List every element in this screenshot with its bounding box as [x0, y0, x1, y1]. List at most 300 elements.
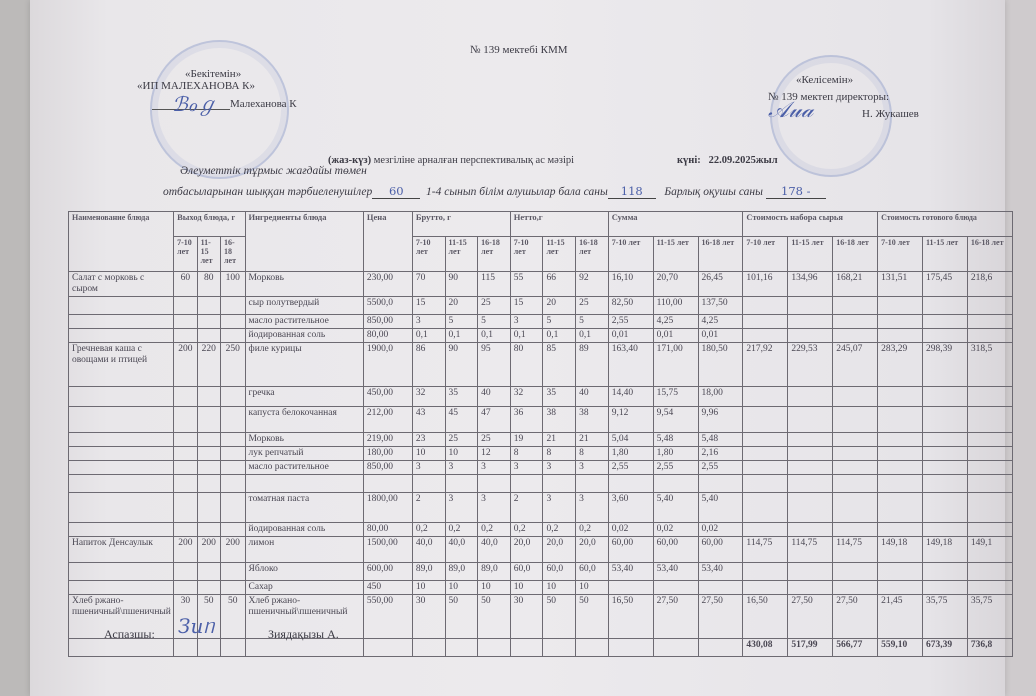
raw-cost-cell — [743, 460, 788, 474]
table-row — [69, 522, 1013, 536]
output-cell — [197, 386, 220, 406]
gross-cell: 25 — [478, 296, 511, 314]
director-signature: 𝒜𝓊𝒶 — [768, 98, 814, 123]
ingredient-cell: йодированная соль — [245, 328, 363, 342]
gross-cell: 43 — [412, 406, 445, 432]
output-cell — [221, 492, 246, 522]
net-cell: 8 — [543, 446, 576, 460]
raw-cost-cell — [788, 296, 833, 314]
price-cell — [363, 474, 412, 492]
raw-cost-cell — [833, 386, 878, 406]
price-cell: 600,00 — [363, 562, 412, 580]
ready-cost-cell — [878, 474, 923, 492]
raw-cost-cell: 229,53 — [788, 342, 833, 386]
table-row — [69, 272, 1013, 297]
empty-cell — [543, 638, 576, 656]
ready-cost-cell — [967, 522, 1012, 536]
sum-cell: 20,70 — [653, 272, 698, 297]
gross-cell: 25 — [478, 432, 511, 446]
gross-cell: 50 — [478, 594, 511, 638]
price-cell: 180,00 — [363, 446, 412, 460]
table-row — [69, 492, 1013, 522]
sum-cell: 14,40 — [608, 386, 653, 406]
ready-cost-cell — [967, 314, 1012, 328]
ready-cost-cell: 218,6 — [967, 272, 1012, 297]
table-row — [69, 406, 1013, 432]
header-age-group: 11-15 лет — [653, 237, 698, 272]
gross-cell: 40,0 — [445, 536, 478, 562]
table-row — [69, 296, 1013, 314]
empty-cell — [412, 638, 445, 656]
ready-cost-cell — [923, 328, 968, 342]
ingredient-cell: йодированная соль — [245, 522, 363, 536]
gross-cell: 35 — [445, 386, 478, 406]
ready-cost-cell: 298,39 — [923, 342, 968, 386]
header-age-group: 16-18 лет — [478, 237, 511, 272]
net-cell: 38 — [543, 406, 576, 432]
ready-cost-cell — [878, 446, 923, 460]
raw-cost-cell: 27,50 — [788, 594, 833, 638]
sum-cell: 137,50 — [698, 296, 743, 314]
raw-cost-cell — [833, 328, 878, 342]
empty-cell — [197, 638, 220, 656]
header-age-group: 16-18 лет — [833, 237, 878, 272]
empty-cell — [698, 638, 743, 656]
raw-cost-cell: 168,21 — [833, 272, 878, 297]
output-cell — [221, 446, 246, 460]
ready-cost-cell: 21,45 — [878, 594, 923, 638]
output-cell — [197, 446, 220, 460]
net-cell: 10 — [576, 580, 609, 594]
raw-cost-cell — [833, 474, 878, 492]
header-age-group: 16-18 лет — [967, 237, 1012, 272]
output-cell — [174, 446, 197, 460]
ready-cost-cell — [878, 386, 923, 406]
output-cell — [221, 406, 246, 432]
raw-cost-cell — [788, 562, 833, 580]
output-cell — [174, 314, 197, 328]
net-cell: 60,0 — [576, 562, 609, 580]
background-left — [0, 0, 30, 696]
raw-cost-cell — [833, 460, 878, 474]
header-age-group: 7-10 лет — [878, 237, 923, 272]
header-dish-name: Наименование блюда — [69, 212, 174, 272]
header-age-group: 7-10 лет — [608, 237, 653, 272]
header-age-group: 16-18 лет — [698, 237, 743, 272]
raw-cost-cell — [788, 460, 833, 474]
header-age-group: 11-15 лет — [543, 237, 576, 272]
totals-row — [69, 638, 1013, 656]
sum-cell: 5,40 — [653, 492, 698, 522]
raw-cost-cell — [788, 446, 833, 460]
gross-cell: 20 — [445, 296, 478, 314]
sum-cell: 0,02 — [698, 522, 743, 536]
sum-cell: 163,40 — [608, 342, 653, 386]
sum-cell: 110,00 — [653, 296, 698, 314]
gross-cell: 5 — [445, 314, 478, 328]
header-age-group: 11-15 лет — [923, 237, 968, 272]
ready-cost-cell — [878, 296, 923, 314]
dish-name-cell — [69, 406, 174, 432]
ingredient-cell: лук репчатый — [245, 446, 363, 460]
net-cell: 55 — [510, 272, 543, 297]
header-age-group: 11-15 лет — [445, 237, 478, 272]
net-cell: 0,2 — [576, 522, 609, 536]
raw-cost-cell — [833, 522, 878, 536]
net-cell: 20 — [543, 296, 576, 314]
sum-cell: 27,50 — [653, 594, 698, 638]
dish-name-cell — [69, 580, 174, 594]
output-cell — [221, 296, 246, 314]
net-cell: 19 — [510, 432, 543, 446]
raw-cost-cell — [833, 406, 878, 432]
net-cell: 3 — [543, 492, 576, 522]
net-cell: 21 — [576, 432, 609, 446]
output-cell: 100 — [221, 272, 246, 297]
agreed-label: «Келісемін» — [796, 74, 854, 86]
table-row — [69, 342, 1013, 386]
approved-label: «Бекітемін» — [185, 68, 242, 80]
raw-cost-cell — [743, 314, 788, 328]
ingredient-cell: филе курицы — [245, 342, 363, 386]
net-cell: 5 — [576, 314, 609, 328]
ingredient-cell: Морковь — [245, 432, 363, 446]
price-cell: 450 — [363, 580, 412, 594]
header-gross: Брутто, г — [412, 212, 510, 237]
sum-cell: 1,80 — [608, 446, 653, 460]
table-row — [69, 536, 1013, 562]
raw-cost-cell — [743, 562, 788, 580]
category-line-2 — [163, 184, 826, 199]
price-cell: 550,00 — [363, 594, 412, 638]
gross-cell: 0,1 — [478, 328, 511, 342]
output-cell: 50 — [197, 594, 220, 638]
raw-cost-cell — [788, 328, 833, 342]
sum-cell: 2,55 — [653, 460, 698, 474]
sum-cell: 5,40 — [698, 492, 743, 522]
sum-cell: 0,01 — [698, 328, 743, 342]
net-cell: 0,1 — [576, 328, 609, 342]
gross-cell: 0,1 — [412, 328, 445, 342]
gross-cell: 2 — [412, 492, 445, 522]
net-cell: 21 — [543, 432, 576, 446]
ready-cost-cell — [967, 492, 1012, 522]
header-sum: Сумма — [608, 212, 743, 237]
ready-cost-cell — [878, 314, 923, 328]
ready-cost-cell: 149,18 — [878, 536, 923, 562]
ready-total-cell: 736,8 — [967, 638, 1012, 656]
net-cell: 30 — [510, 594, 543, 638]
sum-cell: 9,12 — [608, 406, 653, 432]
header-age-group: 7-10 лет — [174, 237, 197, 272]
price-cell: 219,00 — [363, 432, 412, 446]
ready-cost-cell — [923, 474, 968, 492]
ready-cost-cell — [878, 562, 923, 580]
ready-cost-cell — [967, 580, 1012, 594]
gross-cell: 3 — [445, 460, 478, 474]
ready-cost-cell — [923, 522, 968, 536]
menu-table — [68, 211, 1013, 657]
approved-org: «ИП МАЛЕХАНОВА К» — [137, 80, 255, 92]
empty-cell — [445, 638, 478, 656]
cook-signature: Зиᥒ — [178, 614, 215, 638]
header-age-group: 16-18 лет — [576, 237, 609, 272]
raw-cost-cell: 114,75 — [833, 536, 878, 562]
date-value: 22.09.2025жыл — [708, 155, 778, 166]
ready-cost-cell: 283,29 — [878, 342, 923, 386]
ready-cost-cell: 175,45 — [923, 272, 968, 297]
net-cell: 60,0 — [510, 562, 543, 580]
gross-cell: 3 — [412, 460, 445, 474]
output-cell — [174, 386, 197, 406]
ingredient-cell: Морковь — [245, 272, 363, 297]
sum-cell — [698, 474, 743, 492]
dish-name-cell — [69, 460, 174, 474]
net-cell: 85 — [543, 342, 576, 386]
ready-cost-cell — [878, 328, 923, 342]
net-cell: 66 — [543, 272, 576, 297]
raw-total-cell: 566,77 — [833, 638, 878, 656]
total-label: Барлық оқушы саны — [664, 186, 763, 198]
gross-cell: 45 — [445, 406, 478, 432]
output-cell — [197, 328, 220, 342]
raw-cost-cell — [788, 580, 833, 594]
output-cell — [174, 460, 197, 474]
net-cell: 20,0 — [543, 536, 576, 562]
net-cell: 8 — [576, 446, 609, 460]
sum-cell: 0,02 — [653, 522, 698, 536]
net-cell: 0,1 — [543, 328, 576, 342]
gross-cell — [478, 474, 511, 492]
cook-label: Аспазшы: — [104, 627, 155, 641]
table-row — [69, 314, 1013, 328]
header-output: Выход блюда, г — [174, 212, 245, 237]
gross-cell: 40,0 — [478, 536, 511, 562]
net-cell: 10 — [510, 580, 543, 594]
dish-name-cell — [69, 296, 174, 314]
output-cell — [174, 432, 197, 446]
dish-name-cell — [69, 562, 174, 580]
category-label: отбасыларынан шыққан тәрбиеленушілер — [163, 186, 373, 198]
empty-cell — [478, 638, 511, 656]
net-cell: 0,2 — [543, 522, 576, 536]
dish-name-cell — [69, 432, 174, 446]
approved-name: Малеханова К — [230, 98, 297, 110]
net-cell: 50 — [543, 594, 576, 638]
raw-cost-cell: 134,96 — [788, 272, 833, 297]
table-row — [69, 328, 1013, 342]
table-row — [69, 446, 1013, 460]
output-cell — [197, 460, 220, 474]
net-cell — [576, 474, 609, 492]
output-cell — [174, 406, 197, 432]
net-cell: 60,0 — [543, 562, 576, 580]
raw-cost-cell: 16,50 — [743, 594, 788, 638]
date-label: күні: — [677, 155, 701, 166]
net-cell — [543, 474, 576, 492]
ready-total-cell: 673,39 — [923, 638, 968, 656]
gross-cell — [445, 474, 478, 492]
raw-cost-cell: 217,92 — [743, 342, 788, 386]
ready-cost-cell — [878, 492, 923, 522]
output-cell — [221, 432, 246, 446]
table-row — [69, 562, 1013, 580]
header-age-group: 11-15 лет — [197, 237, 220, 272]
dish-name-cell — [69, 386, 174, 406]
gross-cell: 0,1 — [445, 328, 478, 342]
age-group-row — [69, 237, 1013, 272]
agreed-name: Н. Жукашев — [862, 108, 919, 120]
table-body — [69, 272, 1013, 657]
header-ready-cost: Стоимость готового блюда — [878, 212, 1013, 237]
price-cell: 850,00 — [363, 460, 412, 474]
gross-cell: 86 — [412, 342, 445, 386]
ready-cost-cell — [878, 580, 923, 594]
raw-cost-cell — [788, 314, 833, 328]
ready-cost-cell — [967, 562, 1012, 580]
net-cell: 25 — [576, 296, 609, 314]
category-count: 60 — [372, 184, 420, 199]
gross-cell: 25 — [445, 432, 478, 446]
output-cell — [197, 580, 220, 594]
raw-cost-cell — [743, 474, 788, 492]
empty-cell — [363, 638, 412, 656]
gross-cell: 10 — [445, 580, 478, 594]
price-cell: 212,00 — [363, 406, 412, 432]
ready-cost-cell — [967, 460, 1012, 474]
raw-cost-cell — [743, 580, 788, 594]
sum-cell — [608, 474, 653, 492]
gross-cell: 70 — [412, 272, 445, 297]
header-raw-cost: Стоимость набора сырья — [743, 212, 878, 237]
sum-cell: 4,25 — [698, 314, 743, 328]
ready-cost-cell: 318,5 — [967, 342, 1012, 386]
raw-cost-cell — [833, 562, 878, 580]
ready-cost-cell — [878, 522, 923, 536]
ingredient-cell: масло растительное — [245, 314, 363, 328]
ready-cost-cell — [923, 460, 968, 474]
output-cell — [221, 328, 246, 342]
gross-cell: 89,0 — [445, 562, 478, 580]
gross-cell: 10 — [412, 580, 445, 594]
ready-cost-cell — [967, 328, 1012, 342]
raw-cost-cell — [833, 296, 878, 314]
net-cell: 80 — [510, 342, 543, 386]
dish-name-cell: Напиток Денсаулык — [69, 536, 174, 562]
sum-cell: 60,00 — [608, 536, 653, 562]
output-cell — [197, 474, 220, 492]
sum-cell: 18,00 — [698, 386, 743, 406]
sum-cell: 82,50 — [608, 296, 653, 314]
dish-name-cell — [69, 522, 174, 536]
price-cell: 1900,0 — [363, 342, 412, 386]
dish-name-cell — [69, 446, 174, 460]
output-cell: 250 — [221, 342, 246, 386]
net-cell: 15 — [510, 296, 543, 314]
raw-cost-cell — [743, 296, 788, 314]
net-cell: 50 — [576, 594, 609, 638]
ingredient-cell: Хлеб ржано-пшеничный\пшеничный — [245, 594, 363, 638]
dish-name-cell — [69, 492, 174, 522]
net-cell: 3 — [543, 460, 576, 474]
gross-cell: 50 — [445, 594, 478, 638]
output-cell: 200 — [174, 342, 197, 386]
gross-cell: 3 — [478, 492, 511, 522]
cook-name: Зиядақызы А. — [268, 627, 339, 641]
output-cell: 200 — [221, 536, 246, 562]
output-cell — [197, 492, 220, 522]
net-cell: 3 — [576, 492, 609, 522]
sum-cell: 9,54 — [653, 406, 698, 432]
ingredient-cell: капуста белокочанная — [245, 406, 363, 432]
ready-cost-cell — [923, 492, 968, 522]
net-cell: 32 — [510, 386, 543, 406]
gross-cell: 40,0 — [412, 536, 445, 562]
price-cell: 1800,00 — [363, 492, 412, 522]
output-cell — [221, 460, 246, 474]
output-cell — [174, 296, 197, 314]
raw-cost-cell — [743, 446, 788, 460]
ready-cost-cell — [967, 406, 1012, 432]
ready-cost-cell — [923, 446, 968, 460]
output-cell: 30 — [174, 594, 197, 638]
gross-cell: 40 — [478, 386, 511, 406]
sum-cell: 5,48 — [698, 432, 743, 446]
net-cell: 36 — [510, 406, 543, 432]
output-cell — [221, 580, 246, 594]
sum-cell: 9,96 — [698, 406, 743, 432]
header-age-group: 11-15 лет — [788, 237, 833, 272]
raw-cost-cell — [743, 406, 788, 432]
gross-cell: 32 — [412, 386, 445, 406]
gross-cell: 0,2 — [445, 522, 478, 536]
gross-cell: 95 — [478, 342, 511, 386]
price-cell: 230,00 — [363, 272, 412, 297]
net-cell: 8 — [510, 446, 543, 460]
ready-cost-cell: 35,75 — [923, 594, 968, 638]
sum-cell: 53,40 — [698, 562, 743, 580]
raw-cost-cell — [833, 446, 878, 460]
output-cell: 200 — [174, 536, 197, 562]
sum-cell: 16,10 — [608, 272, 653, 297]
sum-cell: 2,55 — [698, 460, 743, 474]
raw-cost-cell — [788, 492, 833, 522]
sum-cell: 0,02 — [608, 522, 653, 536]
ready-cost-cell — [923, 386, 968, 406]
ingredient-cell: томатная паста — [245, 492, 363, 522]
net-cell: 2 — [510, 492, 543, 522]
sum-cell — [653, 580, 698, 594]
sum-cell: 4,25 — [653, 314, 698, 328]
sum-cell: 3,60 — [608, 492, 653, 522]
net-cell: 92 — [576, 272, 609, 297]
ready-cost-cell — [878, 460, 923, 474]
empty-cell — [608, 638, 653, 656]
sum-cell: 16,50 — [608, 594, 653, 638]
output-cell — [197, 406, 220, 432]
menu-date — [677, 155, 778, 166]
gross-cell: 0,2 — [412, 522, 445, 536]
ready-cost-cell — [923, 432, 968, 446]
raw-cost-cell — [788, 432, 833, 446]
sum-cell: 60,00 — [653, 536, 698, 562]
raw-cost-cell — [788, 406, 833, 432]
output-cell — [197, 314, 220, 328]
raw-cost-cell — [833, 580, 878, 594]
net-cell — [510, 474, 543, 492]
output-cell — [174, 474, 197, 492]
dish-name-cell — [69, 314, 174, 328]
